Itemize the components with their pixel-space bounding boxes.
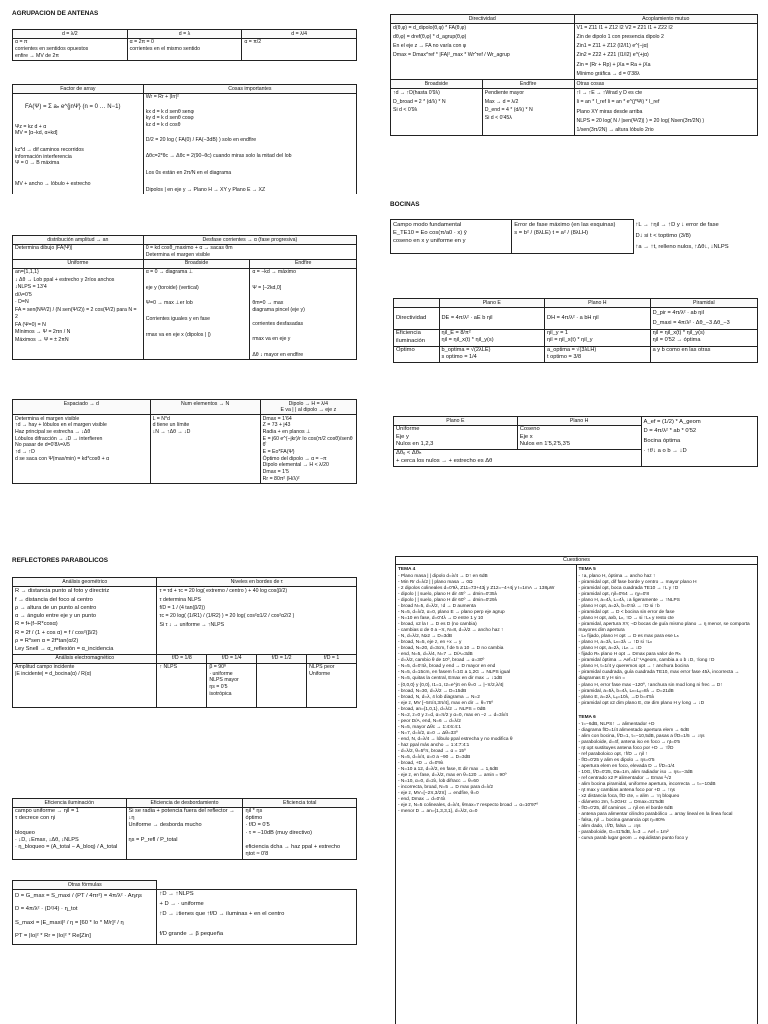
question-item: - plano H opt, a=2λ, ↓Lₕ → ↓D <box>578 646 642 652</box>
reflectores-em-header: Análisis electromagnético <box>13 655 157 663</box>
question-item: - N=5, d=λ/2, α=0, plano E → plano perp eje agrup <box>398 610 505 616</box>
question-item: - {0,0,0} y {0,0}, I1=1, I2=e^jπ en θ=0 → |−π/2,λ/4| <box>398 682 504 688</box>
acoplamiento-header: Acoplamiento mutuo <box>574 15 758 24</box>
cuestiones-header: Cuestiones <box>396 557 757 565</box>
question-item: - plano H opt, axb, Lₕ, ↑D → si ↑Lₕ y resto cte <box>578 616 674 622</box>
antenas-cell-2: α = 2π = 0 corrientes en el mismo sentido <box>127 38 242 60</box>
question-item: - broad, N, d=λ, 4 lob diagrama → N=2 <box>398 694 480 700</box>
question-item: - piramidal, apertura XY, ¬D bocas de guía mismo plano → η menor, se comporta mayores dim apertura <box>578 622 750 634</box>
espaciado-section <box>12 399 357 484</box>
question-item: - d=λ/2, cambio θ de 10º, broad → α=30º <box>398 658 485 664</box>
question-item: - d=λ/2, θ=5ºπ, broad → α = 15º <box>398 748 466 754</box>
planoeh-header-e: Plano E <box>394 417 518 426</box>
distrib-header-desfase: Desfase corrientes → α (fase progresiva) <box>143 236 356 245</box>
directividad-col-endfire: Endfire <box>482 80 574 89</box>
factor-formula: FA(Ψ) = Σ aₙ e^{jnΨ} (n = 0 … N−1) <box>25 104 121 111</box>
question-item: - dipolo | | suelo, plano H dir 45º → dmin=0'35λ <box>398 592 497 598</box>
question-item: - broad, x2 la I → D es D (no cambia) <box>398 622 477 628</box>
antenas-cell-3: α = π/2 <box>242 38 357 60</box>
reflectores-em-col-4: f/D = 1 <box>307 655 357 663</box>
question-item: - plano H, t=1/4 y queremos opt → ↑ anchura bocina <box>578 664 689 670</box>
question-item: - broad, an={1,0,1}, d=λ/2 → NLPS = 0dB <box>398 706 486 712</box>
planos-row-optimo: Óptimo <box>394 346 440 362</box>
reflectores-section <box>12 557 357 708</box>
distrib-broad-1: α = 0 → diagrama ⊥ <box>145 269 194 276</box>
question-item: - dipolo | | suelo, plano H dir 60º → dmin=0'29λ <box>398 598 497 604</box>
question-item: - 2 dipolos colineales d=0'9λ, Z11=73+43j y Z12=−4+4j y I=1mA → 138μW <box>398 586 555 591</box>
bocinas-notas: ↑L → ↑ηil → ↑D y ↓ error de fase D↓ si t < toptimo (3/8) ↑a → ↑t, relleno nulos, ↑Δθ↓, ↓NLPS <box>635 222 729 251</box>
planos-opt-h: a_optima = √(3λLH) t optimo = 3/8 <box>545 346 651 362</box>
planos-ef-h: ηil_y = 1 ηil = ηil_x(t) * ηil_y <box>545 329 651 346</box>
question-item: - diagrama f/D=1/4 alimentado apertura elem → 6dB <box>578 727 689 733</box>
reflectores-em-3 <box>257 663 307 707</box>
question-item: - apertura elem en foco, elevada D → f/D=1/4 <box>578 763 675 769</box>
planos-header-h: Plano H <box>545 299 651 308</box>
question-item: - f/D=0'25, dif caminos → ηil en el borde 6dB <box>578 806 673 812</box>
distrib-sub-left: Determina dibujo |FA(Ψ)| <box>13 244 144 259</box>
question-item: - haz ppal más ancho → 1:4:7:4:1 <box>398 742 470 748</box>
reflectores-header-geo: Análisis geométrico <box>13 578 157 587</box>
eficiencia-iluminacion: campo uniforme → ηil = 1 τ decrece con ηi bloqueo · ↓D, ↓Emax, ↓Δθ, ↓NLPS · η_bloqueo = (A_total − A_bloq) / A_total <box>13 807 127 859</box>
reflectores-em-col-2: f/D = 1/4 <box>207 655 257 663</box>
tema4-list <box>398 574 574 815</box>
espaciado-cell-3: Dmax = 1'64 Z = 73 + j43 Radia + en planos ⊥ E = j60 e^(−jkr)/r Io cos(π/2 cosθ)/senθ θ̂ E = Eo*FA(Ψ) Óptimo del dipolo → α = −π Dipolo elemental → H < λ/20 Dmax = 1'5 Rr = 80π² (H/λ)² <box>260 415 356 484</box>
planos-header-0 <box>394 299 440 308</box>
question-item: - x2 distancia foca, f/D cte, = alim → ↑η bloqueo <box>578 794 680 800</box>
planos-header-piramidal: Piramidal <box>650 299 757 308</box>
question-item: - plano H, a=4λ, L=4λ, ↓a ligeramente → ↑NLPS <box>578 598 680 604</box>
planos-dir-pir: D_pir = 4π/λ² · ab ηil D_maxi = 4π/λ² · Δθ_−3 Δθ_−3 <box>650 307 757 329</box>
question-item: - curva parab lugar geom → equidistan punto foco y <box>578 836 688 842</box>
question-item: - N=5, d=λ/4, α=0 a −90 → D=3dB <box>398 754 471 760</box>
question-item: - broad, +D → d=0'9λ <box>398 760 444 766</box>
question-item: - alim dado, ↓f/D, falsa → ↓ηs <box>578 824 641 830</box>
question-item: - menor D → an={1,3,3,1}, d=λ/2, α=0 <box>398 809 478 815</box>
factor-header-left: Factor de array <box>13 85 144 94</box>
reflectores-em-col-1: f/D = 1/8 <box>157 655 207 663</box>
antenas-header-1: d = λ/2 <box>13 30 128 39</box>
question-item: - eje z, N=5 colineales, d=λ/4, θmax=7 respecto broad → α=10'97º <box>398 803 539 809</box>
directividad-section <box>390 14 758 136</box>
distrib-end-4: corrientes desfasadas <box>252 320 304 327</box>
factor-wr: Wr = Rr + |Irr|² <box>145 94 179 101</box>
planos-opt-pir: a y b como en las otras <box>650 346 757 362</box>
tema6-title: TEMA 6 <box>578 714 596 720</box>
planoeh-notas: A_ef = (1/2) * A_geom D = 4π/λ² * ab * 0'52 Bocina óptima · ↑f/↓ a o b → ↓D <box>641 417 758 467</box>
question-item: - N=10, α=0, d=2λ, lob difracc → θ=60 <box>398 779 479 784</box>
question-item: - plano E, a=2λ, Lₑ=10λ, →D b=4'5λ <box>578 694 655 700</box>
question-item: - piramidal opt x2 dim plano E, cte dim plano H y long → ↓D <box>578 700 705 706</box>
question-item: - N=2, z=0 y z=d, α=π/2 y α=0, max en −z → d=3λ/4 <box>398 712 509 718</box>
question-item: - eje z, en fase, d=λ/2, max en θ=120 → amin = 90º <box>398 772 507 778</box>
question-item: - fijado Rₕ plano H opt → Dmax para valor de Rₕ <box>578 652 681 658</box>
directividad-header: Directividad <box>391 15 575 24</box>
otras-table <box>12 880 357 945</box>
question-item: - eje z, MV [−5π/4,3π/4], max en dir → θ=75º <box>398 700 494 706</box>
reflectores-header-niveles: Niveles en bordes de τ <box>157 578 357 587</box>
question-item: - plano H, error fase max −120º, ↑anchura sin mod long ni frec → D↑ <box>578 682 723 688</box>
question-item: - plano H, a=3λ, Lₕ=3λ → ↑D si ↑Lₕ <box>578 640 653 646</box>
distrib-broad-3: Ψ=0 → max ⊥er lob <box>145 300 193 307</box>
cuestiones-section <box>395 556 758 1024</box>
planos-section <box>393 298 758 363</box>
planoeh-comparacion: Δθₑ < Δθₕ + cerca los nulos → + estrecho es Δθ <box>394 449 642 466</box>
distrib-end-3: θm=0 → max diagrama pincel (eje y) <box>252 300 305 314</box>
distrib-end-5: rmax va en eje y <box>252 336 291 343</box>
question-item: - Min Rr d=λ/2 | | plano masa → 0Ω <box>398 579 473 585</box>
question-item: - end, N, d=λ/4 → lóbulo ppal estrecha y no modifica θ <box>398 736 513 742</box>
question-item: - broad N=5, d=λ/2, ↑d → D aumenta <box>398 604 476 610</box>
planos-row-eficiencia: Eficiencia iluminación <box>394 329 440 346</box>
reflectores-em-table <box>12 655 357 708</box>
question-item: - Lₕ fijado, plano H opt → D es max para ese Lₕ <box>578 634 679 640</box>
espaciado-table <box>12 399 357 484</box>
reflectores-niveles: τ = τd + τc = 20 log( extremo / centro ) + 40 log cos(β/2) τ determina NLPS f/D = 1 / (4 tan(β/2)) τc = 20 log( (1/R1) / (1/R2) ) = 20 log( cos²α1/2 / cos²α2/2 ) Si τ ↓ → uniforme → ↑NLPS <box>157 586 357 654</box>
espaciado-header-2: Num elementos → N <box>150 400 260 415</box>
eficiencia-section <box>12 798 357 860</box>
reflectores-em-4: NLPS peor Uniforme <box>307 663 357 707</box>
bocinas-table <box>390 219 758 254</box>
eficiencia-header-1: Eficiencia iluminación <box>13 799 127 808</box>
espaciado-header-3 <box>260 400 356 415</box>
planos-ef-pir: ηil = ηil_x(t) * ηil_y(s) ηil = 0'52 → óptima <box>650 329 757 346</box>
question-item: - peor D/A, end, N=6 → d=λ/2 <box>398 718 461 724</box>
otras-section <box>12 880 357 945</box>
planos-table <box>393 298 758 363</box>
reflectores-em-2: β = 90º · uniforme NLPS mayor ηs = 0'5 isotrópica <box>207 663 257 707</box>
question-item: - f/D=0'25 y alim es dipolo → ηs=0'5 <box>578 757 655 763</box>
antenas-cell-1: α = π corrientes en sentidos opuestos enfire → MV de 2π <box>13 38 128 60</box>
planos-ef-e: ηil_E = 8/π² ηil = ηil_x(t) * ηil_y(s) <box>439 329 545 346</box>
eficiencia-total: ηil * ηs óptimo · f/D = 0'5 · τ = −10dB (muy directivo) eficiencia dcha → haz ppal + estrecho ηtot ≈ 0'8 <box>243 807 357 859</box>
planos-header-e: Plano E <box>439 299 545 308</box>
distrib-section <box>12 235 357 360</box>
factor-d2: D/2 = 20 log ( FA(0) / FA(−3dB) ) solo en endfire <box>145 136 257 143</box>
planos-row-directividad: Directividad <box>394 307 440 329</box>
factor-section <box>12 84 357 194</box>
question-item: - paraboloide, d=4f, antena iso en foco → ηt=0'5 <box>578 739 681 745</box>
bocinas-title: BOCINAS <box>390 201 420 208</box>
antenas-title: AGRUPACIÓN DE ANTENAS <box>12 10 99 17</box>
planos-dir-e: DE = 4π/λ² · aE b ηil <box>439 307 545 329</box>
question-item: - piramidal opt, boca cuadrada TE10 → ↑L y ↑D <box>578 586 679 591</box>
bocinas-section <box>390 201 758 254</box>
question-item: - alim bocina piramidal, uniforme apertura, incorrecta → τ=−10dB <box>578 781 716 787</box>
question-item: - ref paraboloico opt, ↑f/D → ηil ↑ <box>578 751 648 757</box>
question-item: - broad, N=30, d=λ/2 → D=15dB <box>398 688 467 694</box>
factor-delta-theta: Δθc=2*θc → Δθc = 2(90−θc) cuando miras solo la mitad del lob <box>145 153 292 160</box>
distrib-uniforme: an={1,1,1} ↓ Δθ → Lob ppal + estrecho y 2ríos anchos ↓NLPS = 13'4 d/λ=0'5 · D=N FA = sen(NΨ/2) / (N sen(Ψ/2)) = 2 cos(Ψ/2) para N = 2 FA (Ψ=0) = N Mínimos → Ψ = 2πn / N Máximos → Ψ = ± 2πN <box>13 268 144 360</box>
distrib-col-uniforme: Uniforme <box>13 259 144 268</box>
reflectores-em-amplitud: Amplitud campo incidente |E incidente| = d_bocina(α) / R(α) <box>13 663 157 707</box>
factor-table <box>12 84 357 194</box>
antenas-header-3: d = λ/4 <box>242 30 357 39</box>
question-item: - incorrecta, broad, N=5 → D max para d=λ/2 <box>398 785 494 791</box>
directividad-broadside: ↑d → ↑D(hasta 0'9λ) D_broad = 2 * (d/λ) * N Si d < 0'9λ <box>391 88 483 135</box>
espaciado-cell-2: L = N*d d tiene un límite ↓N → ↑Δθ → ↓D <box>150 415 260 484</box>
factor-psi: Ψz = kz d + α MV = [α−kd, α+kd] <box>15 123 58 137</box>
espaciado-header-1: Espaciado → d <box>13 400 151 415</box>
question-item: - ηt max y cambias antena foco por +D → ↑ηs <box>578 788 675 793</box>
directividad-endfire: Pendiente mayor Max → d = λ/2 D_end = 4 * (d/λ) * N Si d < 0'45λ <box>482 88 574 135</box>
planoeh-header-h: Plano H <box>517 417 641 426</box>
otras-header: Otras fórmulas <box>13 881 157 890</box>
tema5-list <box>579 574 756 707</box>
question-item: - alim con bocina, f/D=1, τ=−10,5dB, pasas a f/D=1/5 → ↓ηs <box>578 733 705 739</box>
question-item: - N=5, d=15cm, en fasem f=1G a 1,2G → NLPS igual <box>398 670 511 676</box>
question-item: - N=5, d=0'4λ, broad y end → D mayor en end <box>398 664 496 670</box>
question-item: - Plano masa | | dipolo d=λ/4 → D↑ en 6dB <box>398 573 488 579</box>
question-item: - piramidal opt → D < bocina sin error de fase <box>578 610 675 616</box>
planoeh-table <box>393 416 758 467</box>
planoeh-e: Uniforme Eje y Nulos en 1,2,3 <box>394 425 518 449</box>
bocinas-campo: Campo modo fundamental E_TE10 = Eo cos(π/a0 · x) ŷ coseno en x y uniforme en y <box>391 220 512 254</box>
factor-zeros: Los 0s están en 2π/N en el diagrama <box>145 170 232 177</box>
question-item: - diámetro 2m, f=2GHz → Dmax=31'5dB <box>578 800 664 806</box>
acoplamiento-formulas: V1 = Z11 I1 + Z12 I2 V2 = Z21 I1 + Z22 I2 Zin de dipolo 1 con presencia dipolo 2 Zin1 = Z11 + Z12 (I2/I1) e^(−jα) Zin2 = Z22 + Z21 (I1/I2) e^(+jα) Zin = (Rr + Rp) + jXa = Ra + jXa Mínimo gráfica → d = 0'38λ <box>574 23 758 80</box>
question-item: - falsa, ηil → bocina ganancia opt η=80% <box>578 818 665 824</box>
planos-opt-e: b_optima = √(2λLE) s optimo = 1/4 <box>439 346 545 362</box>
distrib-end-1: α = −kd → máximo <box>252 269 296 276</box>
factor-kzd: kz*d → dif caminos recorridos información interferencia Ψ = 0 → B máxima <box>15 147 84 167</box>
reflectores-em-col-3: f/D = 1/2 <box>257 655 307 663</box>
distrib-sub-right: 0 = kd cosθ_maximo + α → sacas θm Determina el margen visible <box>143 244 356 259</box>
question-item: - piramidal cuadrada, guía cuadrada TE10, max error fase 45λ, incorrecta → diagramas E y H sin = <box>578 670 740 682</box>
planoeh-section <box>393 416 758 467</box>
planos-dir-h: DH = 4π/λ² · a bH ηil <box>545 307 651 329</box>
cuestiones-col-right <box>577 565 758 1024</box>
question-item: - ref centrado x2 P alimentador → Emax ²√2 <box>578 775 672 781</box>
directividad-col-otras: Otras cosas <box>574 80 758 89</box>
antenas-header-2: d = λ <box>127 30 242 39</box>
eficiencia-desbordamiento: Si se radia + potencia fuera del reflector → ↓η Uniforme → desborda mucho ηs = P_refl / P_total <box>126 807 243 859</box>
question-item: - broad, N=20, d=3cm, f de 5 a 10 → D no cambia <box>398 646 504 652</box>
distrib-col-endfire: Endfire <box>250 259 357 268</box>
espaciado-cell-1: Determina el margen visible ↑d → hay + lóbulos en el margen visible Haz principal se estrecha → ↓Δθ Lóbulos difracción → ↓D → interfieren No pasar de d=0'8λ=λ/5 ↑d → ↑D d se saca con Ψ(max/min) = kd*cosθ + α <box>13 415 151 484</box>
question-item: - N=5, mayor Δθc → 1:4:6:4:1 <box>398 724 461 730</box>
otras-notas: ↑D → ↑NLPS + D → · uniforme ↑D → ↓tienes que ↑f/D → iluminas + en el centro f/D grande → β pequeña <box>157 889 357 944</box>
antenas-table <box>12 29 357 61</box>
question-item: - end, Dmax → d=0'4λ <box>398 797 446 803</box>
question-item: - piramidal óptima → Aef=1/⁻¹Ageom, cambia a o b ↓D, ↑long ↑D <box>578 658 715 664</box>
bocinas-error-fase: Error de fase máximo (en las esquinas) s = b² / (8λLE) t = a² / (8λLH) <box>512 220 633 254</box>
reflectores-geo: R → distancia punto al foto y directriz f → distancia del foco al centro ρ → altura de un punto al centro α → ángulo entre eje y un punto R = f+(f−R*cosα) R = 2f / (1 + cos α) = f / cos²(β/2) ρ = R*sen α = 2f*tan(α/2) Ley Snell → α_reflexión = α_incidencia <box>13 586 157 654</box>
question-item: - N=10 en fase, d=0'4λ → D entre 1 y 10 <box>398 616 484 622</box>
tema4-title: TEMA 4 <box>398 566 416 572</box>
question-item: - N=5, quitas la central, Emax en dir max → ↓1dB <box>398 676 503 682</box>
tema5-title: TEMA 5 <box>578 566 596 572</box>
factor-k-components: kx d = k d senθ senφ ky d = k d senθ cosφ kz d = k d cosθ <box>145 108 194 129</box>
distrib-broad-4: Corrientes iguales y en fase <box>145 316 211 323</box>
directividad-table <box>390 14 758 136</box>
question-item: - N=7, d=λ/2, α=0 → Δθ=33º <box>398 730 458 736</box>
espaciado-header-3-sub: E va | | al dipolo → eje z <box>280 407 337 414</box>
eficiencia-header-3: Eficiencia total <box>243 799 357 808</box>
distrib-broad-2: eje y (toroide) (vertical) <box>145 284 199 291</box>
factor-dipolos: Dipolos | en eje y → Plano H → XY y Plano E → XZ <box>145 186 266 193</box>
question-item: - broad, N=5, eje z, en +x → y <box>398 640 462 646</box>
directividad-formulas: d(θ,φ) = d_dipolo(θ,φ) * FA(θ,φ) dθ,φ) = dref(θ,φ) * d_agrup(θ,φ) En el eje z → FA no varía con φ Dmax = Dmax^ref * |FA|²_max * Wr^ref / Wr_agrup <box>391 23 575 80</box>
reflectores-em-1: ↑ NLPS <box>157 663 207 707</box>
question-item: - piramidal, a=5λ, b=4λ, Lₕ=Lₑ=8λ → D=21dB <box>578 688 674 694</box>
question-item: - paraboloide, G=41'5dB, λ=3 → Aef = 1m² <box>578 830 669 836</box>
espaciado-header-3-title: Dipolo → H = λ/4 <box>288 400 329 407</box>
question-item: - piramidal opt, ηil=0'64 → ηy=0'8 <box>578 592 649 598</box>
distrib-end-6: Δθ ↓ mayor en endfire <box>252 352 304 359</box>
eficiencia-table <box>12 798 357 860</box>
question-item: - plano H opt, a=2λ, b=0'4λ → ↑D si ↑b <box>578 604 660 610</box>
distrib-col-broadside: Broadside <box>143 259 250 268</box>
directividad-otras: ↑I → ↑E → ↑Wrad y D es cte Ii = an * I_ref Ii = an * e^(j*Ψi) * I_ref Plano XY miras desde arriba NLPS = 20 log( N / |sen(Ψ/2)| ) = 20 log( Nsen(3π/2N) ) 1/sen(3π/2N) → altura lóbulo 2rio <box>574 88 758 135</box>
eficiencia-header-2: Eficiencia de desbordamiento <box>126 799 243 808</box>
directividad-col-broadside: Broadside <box>391 80 483 89</box>
distrib-header-amplitud: distribución amplitud → an <box>13 236 144 245</box>
reflectores-title: REFLECTORES PARABÓLICOS <box>12 557 108 564</box>
factor-header-right: Cosas importantes <box>143 85 356 94</box>
cuestiones-col-left <box>396 565 577 1024</box>
question-item: - cambias α de 0 a −π, N=8, d=λ/2 → ancho haz ↑ <box>398 628 504 634</box>
question-item: - N=10 a 12, d=λ/2, en fase, E dir max → 1,6dB <box>398 766 499 772</box>
distrib-table <box>12 235 357 360</box>
question-item: - piramidal opt, dif fase borde y centro → mayor plano H <box>578 579 697 585</box>
factor-mv: MV + ancho → lóbulo + estrecho <box>15 181 91 188</box>
question-item: - end, N=5, d=λ/4, N=7 → D/A=3dB <box>398 652 473 658</box>
question-item: - τ=−6dB, NLPS↑ → alimentador +D <box>578 721 655 727</box>
question-item: - ηt opt sustituyes antena foco por +D → ↑f/D <box>578 745 674 751</box>
question-item: - antena para alimentar cilindro parabólico → array lineal en la línea focal <box>578 812 733 818</box>
planoeh-h: Coseno Eje x Nulos en 1'5,2'5,3'5 <box>517 425 641 449</box>
question-item: - eje z, MV=[−2π,3/2π] → endfire, θ=0 <box>398 791 479 797</box>
antenas-section <box>12 10 357 61</box>
distrib-end-2: Ψ = [−2kd,0] <box>252 284 282 291</box>
distrib-broad-5: rmax va en eje x (dipolos | |) <box>145 331 211 338</box>
question-item: - 10G, f/D=0'25, Da=1m, alim radiador iso → ηs=−3dB <box>578 769 693 775</box>
question-item: - ↑a, plano H, óptima → ancho haz ↑ <box>578 573 656 579</box>
tema6-list <box>579 722 756 843</box>
reflectores-geo-table <box>12 577 357 655</box>
question-item: - N, d=λ/2, N≥2 → D=3dB <box>398 634 453 640</box>
otras-formulas: D = G_max = S_maxi / (PT / 4πr²) = 4π/λ² · Aηᵢηs D = 4π/λ² · (D²/4) · η_tot S_maxi = |E_maxi|² / η = [60 * Io * M/r]² / η PT = |Io|² * Rr = |Io|² * Re[Zin] <box>13 889 157 944</box>
